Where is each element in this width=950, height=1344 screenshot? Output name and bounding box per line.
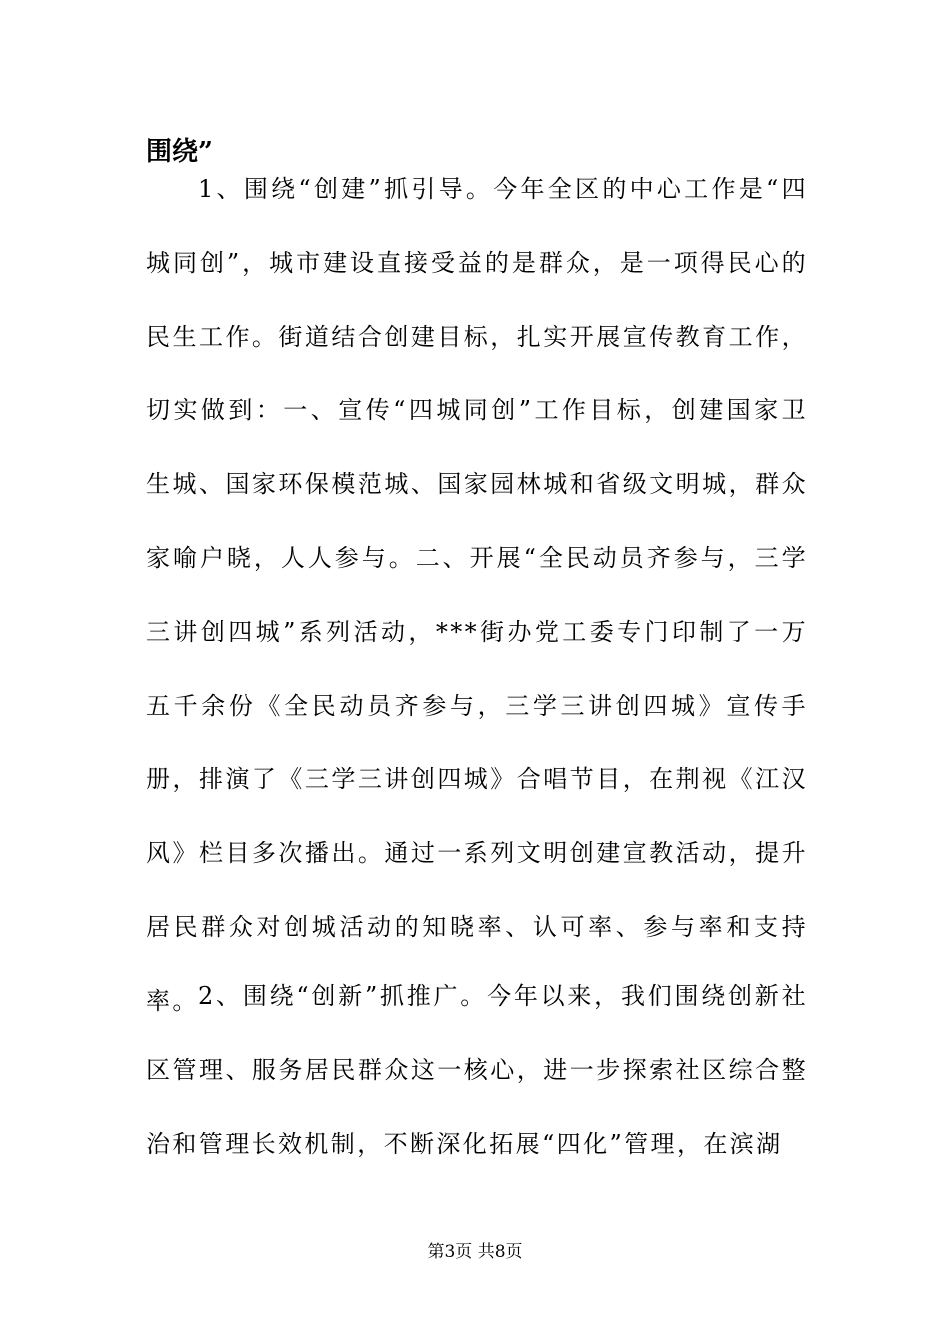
paragraph-1: 1、围绕“创建”抓引导。今年全区的中心工作是“四城同创”，城市建设直接受益的是群众，是一项得民心的民生工作。街道结合创建目标，扎实开展宣传教育工作，切实做到：一、宣传“四城同创”工作目标，创建国家卫生城、国家环保模范城、国家园林城和省级文明城，群众家喻户晓，人人参与。二、开展“全民动员齐参与，三学三讲创四城”系列活动，***街办党工委专门印制了一万五千余份《全民动员齐参与，三学三讲创四城》宣传手册，排演了《三学三讲创四城》合唱节目，在荆视《江汉风》栏目多次播出。通过一系列文明创建宣教活动，提升居民群众对创城活动的知晓率、认可率、参与率和支持率。 [146, 175, 808, 1015]
page-footer: 第3页 共8页 [427, 1242, 523, 1262]
paragraph-2: 2、围绕“创新”抓推广。今年以来，我们围绕创新社区管理、服务居民群众这一核心，进一步探索社区综合整治和管理长效机制，不断深化拓展“四化”管理，在滨湖 [146, 982, 808, 1158]
section-heading: 围绕” [146, 137, 213, 167]
